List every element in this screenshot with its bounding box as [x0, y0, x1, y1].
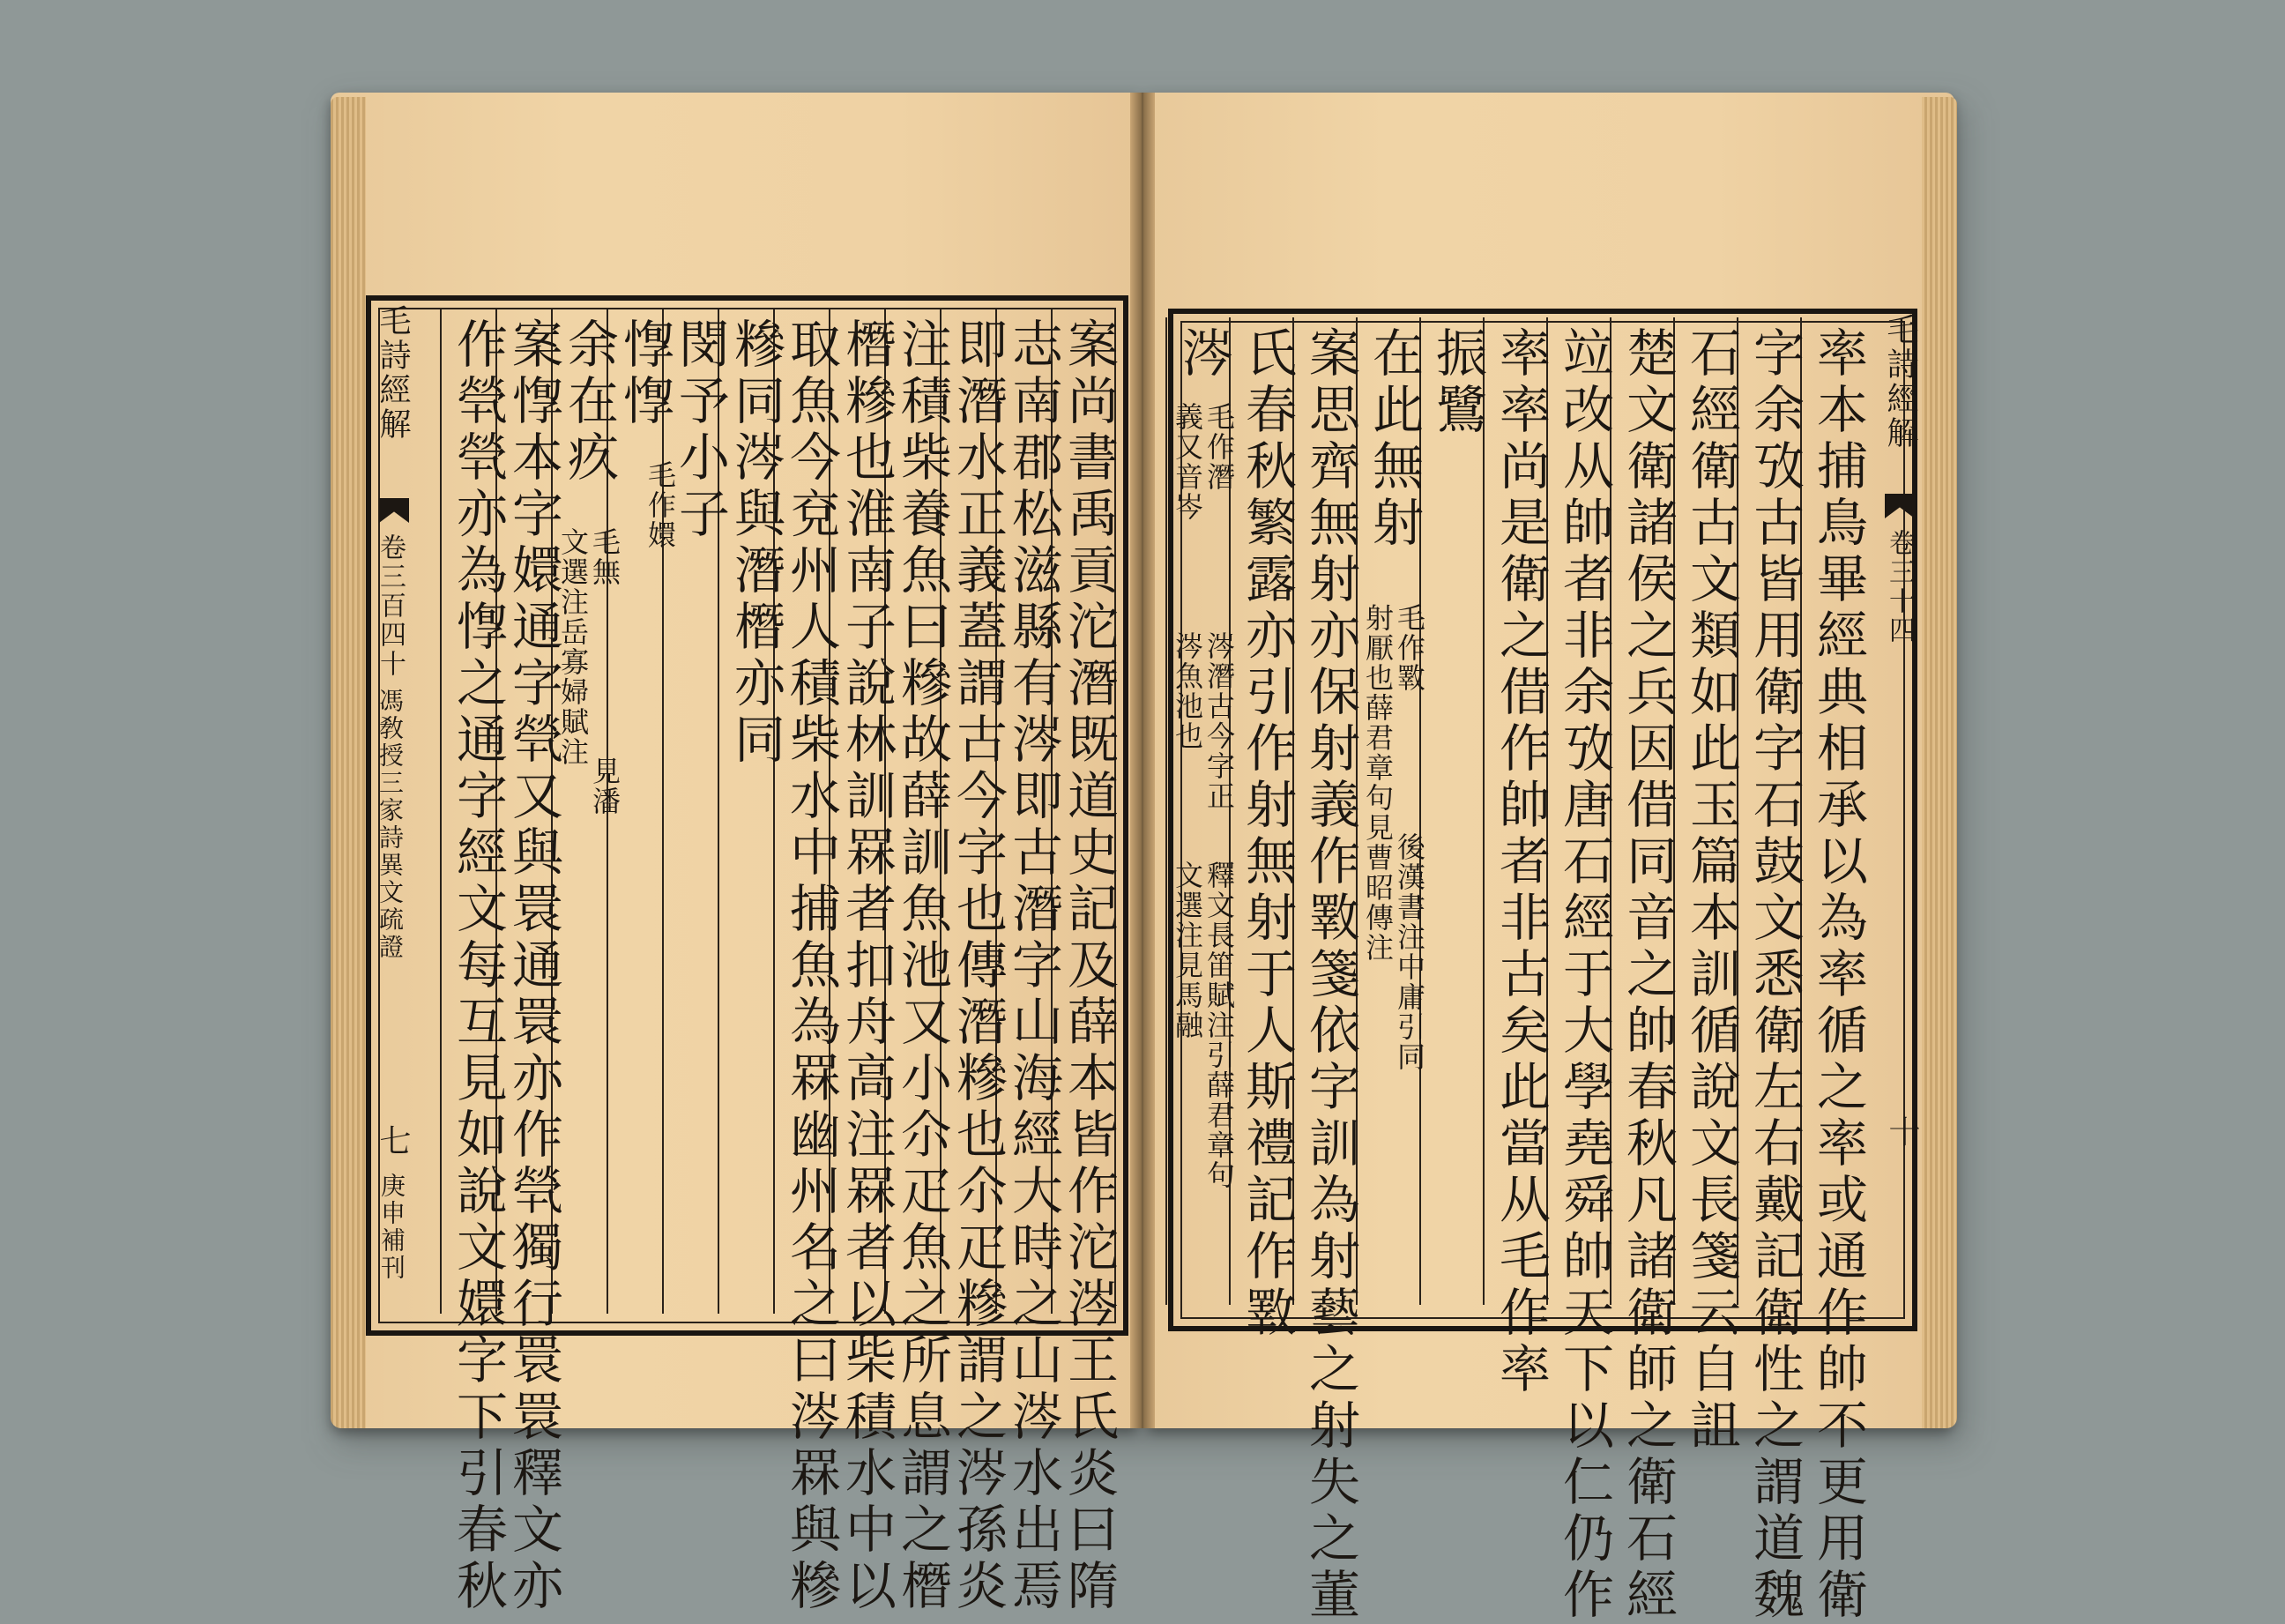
text-column: 氏春秋繁露亦引作射無射于人斯禮記作斁	[1237, 326, 1297, 1342]
text-column: 案思齊無射亦保射義作斁箋依字訓為射藝之射失之董	[1300, 326, 1360, 1624]
text-column: 石經衛古文類如此玉篇本訓循說文長箋云自詛	[1681, 326, 1741, 1455]
text-column: 字余攷古皆用衛字石鼓文悉衛左右戴記衛性之謂道魏	[1745, 326, 1805, 1624]
text-column: 作煢煢亦為惸之通字經文每互見如說文嬛字下引春秋	[448, 317, 508, 1615]
annotation-note: 涔潛古今字正	[1202, 631, 1236, 811]
annotation-note: 文選注見馬融	[1171, 860, 1204, 1040]
text-column: 注積柴養魚曰糝故薛訓魚池又小尒疋魚之所息謂之橬	[892, 317, 952, 1615]
column-rule	[1483, 317, 1485, 1305]
right-page-edges	[1922, 97, 1957, 1428]
right-band-volume: 卷三十四	[1884, 529, 1915, 645]
text-column: 涔	[1173, 326, 1233, 383]
annotation-note: 射厭也薛君章句見曹昭傳注	[1361, 603, 1395, 963]
left-band-reprint: 庚申補刊	[377, 1173, 406, 1282]
text-column: 竝改从帥者非余攷唐石經于大學堯舜帥天下以仁仍作	[1554, 326, 1614, 1624]
annotation-note: 毛作嬛	[644, 460, 677, 550]
annotation-note: 毛無	[588, 527, 621, 587]
text-column: 志南郡松滋縣有涔即古潛字山海經大時之山涔水出焉	[1003, 317, 1063, 1615]
text-column: 振鷺	[1427, 326, 1487, 439]
annotation-note: 涔魚池也	[1171, 631, 1204, 751]
text-column: 橬糝也淮南子說林訓罧者扣舟高注罧者以柴積水中以	[837, 317, 897, 1615]
annotation-note: 釋文長笛賦注引薛君章句	[1202, 860, 1236, 1190]
right-band-page: 十	[1884, 1115, 1920, 1150]
text-column: 即潛水正義蓋謂古今字也傳潛糝也尒疋糝謂之涔孫炎	[948, 317, 1008, 1615]
text-column: 案尚書禹貢沱潛既道史記及薛本皆作沱涔王氏炎曰隋	[1059, 317, 1119, 1615]
text-column: 在此無射	[1364, 326, 1424, 552]
column-rule	[1165, 317, 1167, 1305]
left-band-author: 馮敎授三家詩異文疏證	[376, 688, 405, 961]
annotation-note: 文選注岳寡婦賦注	[556, 527, 590, 767]
left-band-title: 毛詩經解	[375, 304, 411, 442]
left-band-page: 七	[375, 1124, 411, 1158]
column-rule	[662, 309, 664, 1314]
text-column: 閔予小子	[670, 317, 730, 543]
text-column: 糝同涔與潛橬亦同	[726, 317, 785, 769]
annotation-note: 義又音岑	[1171, 402, 1204, 522]
annotation-note: 毛作潛	[1202, 402, 1236, 492]
text-column: 率率尚是衛之借作帥者非古矣此當从毛作率	[1491, 326, 1551, 1398]
column-rule	[440, 309, 442, 1314]
text-column: 惸惸	[614, 317, 674, 430]
right-band-title: 毛詩經解	[1882, 313, 1918, 451]
text-column: 案惸本字嬛通字煢又與睘通睘亦作煢獨行睘睘釋文亦	[503, 317, 563, 1615]
annotation-note: 後漢書注中庸引同	[1393, 832, 1426, 1072]
text-column: 取魚今兗州人積柴水中捕魚為罧幽州名之曰涔罧與糝	[781, 317, 841, 1615]
text-column: 余在疚	[559, 317, 619, 487]
book-gutter	[1130, 93, 1155, 1428]
annotation-note: 毛作斁	[1393, 603, 1426, 693]
left-band-volume: 卷三百四十	[375, 533, 406, 679]
text-column: 率本捕鳥畢經典相承以為率循之率或通作帥不更用衛	[1808, 326, 1868, 1624]
left-page-edges	[331, 97, 366, 1428]
text-column: 楚文衛諸侯之兵因借同音之帥春秋凡諸衛師之衛石經	[1618, 326, 1678, 1624]
annotation-note: 見潘	[588, 756, 621, 816]
